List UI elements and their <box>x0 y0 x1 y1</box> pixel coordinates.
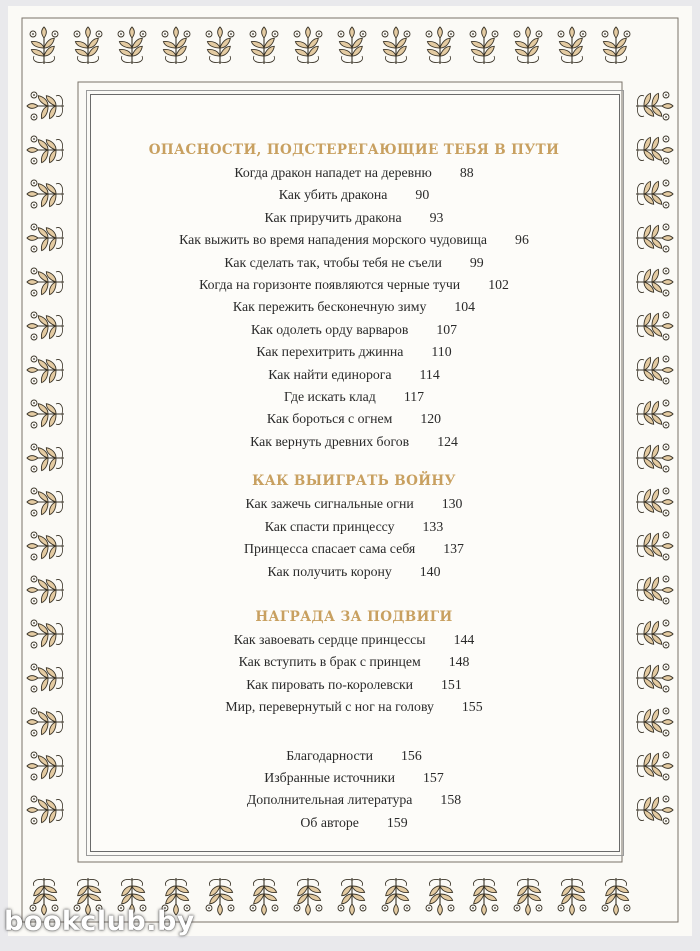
floral-leaf-ornament-icon <box>636 444 673 472</box>
floral-leaf-ornament-icon <box>636 576 673 604</box>
toc-page-number: 104 <box>454 299 476 315</box>
toc-page-number: 148 <box>448 654 470 670</box>
toc-entry-title: Как одолеть орду варваров <box>250 321 409 337</box>
toc-page-number: 124 <box>437 433 458 449</box>
toc-entry <box>92 561 616 583</box>
toc-page-number: 157 <box>423 769 444 785</box>
table-of-contents <box>92 140 616 834</box>
section-entries <box>92 629 616 719</box>
floral-leaf-ornament-icon <box>27 224 64 252</box>
floral-leaf-ornament-icon <box>382 27 410 64</box>
toc-entry <box>92 493 616 515</box>
toc-page-number: 130 <box>441 496 463 512</box>
floral-leaf-ornament-icon <box>602 27 630 64</box>
toc-page-number: 137 <box>443 541 464 557</box>
toc-entry <box>92 252 616 274</box>
toc-entry-title: Как зажечь сигнальные огни <box>245 496 414 512</box>
toc-entry-title: Избранные источники <box>264 769 396 785</box>
toc-entry <box>92 674 616 696</box>
toc-entry-title: Где искать клад <box>284 389 376 405</box>
toc-entry <box>92 408 616 430</box>
floral-leaf-ornament-icon <box>470 27 498 64</box>
floral-leaf-ornament-icon <box>558 27 586 64</box>
floral-leaf-ornament-icon <box>27 488 64 516</box>
floral-leaf-ornament-icon <box>27 532 64 560</box>
section-entries <box>92 493 616 583</box>
toc-entry-title: Как найти единорога <box>268 366 392 382</box>
floral-leaf-ornament-icon <box>636 136 673 164</box>
toc-entry-title: Как спасти принцессу <box>264 518 395 534</box>
toc-entry <box>92 364 616 386</box>
floral-leaf-ornament-icon <box>602 878 630 915</box>
floral-leaf-ornament-icon <box>27 708 64 736</box>
floral-leaf-ornament-icon <box>250 878 278 915</box>
toc-page-number: 151 <box>441 676 462 692</box>
floral-leaf-ornament-icon <box>514 878 542 915</box>
floral-leaf-ornament-icon <box>27 312 64 340</box>
toc-entry <box>92 745 616 767</box>
toc-entry <box>92 319 616 341</box>
section-title: НАГРАДА ЗА ПОДВИГИ <box>255 608 453 625</box>
section-title: КАК ВЫИГРАТЬ ВОЙНУ <box>252 473 456 490</box>
floral-leaf-ornament-icon <box>636 664 673 692</box>
floral-leaf-ornament-icon <box>636 752 673 780</box>
toc-entry-title: Как убить дракона <box>278 187 388 203</box>
floral-leaf-ornament-icon <box>636 92 673 120</box>
toc-page-number: 156 <box>401 747 422 763</box>
toc-page-number: 99 <box>469 254 484 270</box>
toc-entry <box>92 651 616 673</box>
floral-leaf-ornament-icon <box>27 400 64 428</box>
floral-leaf-ornament-icon <box>27 620 64 648</box>
toc-page-number: 90 <box>415 187 430 203</box>
toc-page-number: 88 <box>459 165 474 180</box>
floral-leaf-ornament-icon <box>27 752 64 780</box>
toc-entry-title: Когда на горизонте появляются черные тучи <box>199 277 461 293</box>
toc-entry <box>92 629 616 651</box>
floral-leaf-ornament-icon <box>27 356 64 384</box>
floral-leaf-ornament-icon <box>636 400 673 428</box>
toc-entry-title: Как бороться с огнем <box>266 411 393 427</box>
floral-leaf-ornament-icon <box>636 796 673 824</box>
toc-page-number: 96 <box>515 232 529 248</box>
toc-entry-title: Принцесса спасает сама себя <box>244 541 416 557</box>
toc-entry <box>92 538 616 560</box>
toc-entry-title: Мир, перевернутый с ног на голову <box>225 699 434 715</box>
toc-entry <box>92 274 616 296</box>
toc-page-number: 155 <box>461 699 483 715</box>
toc-entry-title: Дополнительная литература <box>246 792 413 808</box>
floral-leaf-ornament-icon <box>162 27 190 64</box>
toc-entry-title: Как вернуть древних богов <box>250 433 410 449</box>
floral-leaf-ornament-icon <box>118 27 146 64</box>
toc-entry-title: Как получить корону <box>267 563 392 579</box>
floral-leaf-ornament-icon <box>27 796 64 824</box>
floral-leaf-ornament-icon <box>250 27 278 64</box>
toc-entry <box>92 789 616 811</box>
toc-page-number: 140 <box>419 563 441 579</box>
floral-leaf-ornament-icon <box>636 224 673 252</box>
toc-entry-title: Как перехитрить джинна <box>256 344 404 360</box>
toc-entry-title: Благодарности <box>286 747 374 763</box>
toc-entry-title: Как выжить во время нападения морского чудовища <box>179 232 488 248</box>
toc-entry-title: Как приручить дракона <box>264 209 402 225</box>
floral-leaf-ornament-icon <box>636 180 673 208</box>
floral-leaf-ornament-icon <box>27 268 64 296</box>
toc-entry-title: Как пировать по-королевски <box>246 676 414 692</box>
toc-entry <box>92 431 616 453</box>
floral-leaf-ornament-icon <box>294 27 322 64</box>
floral-leaf-ornament-icon <box>636 312 673 340</box>
floral-leaf-ornament-icon <box>558 878 586 915</box>
floral-leaf-ornament-icon <box>636 708 673 736</box>
toc-entry <box>92 207 616 229</box>
toc-entry-title: Как сделать так, чтобы тебя не съели <box>224 254 442 270</box>
toc-entry <box>92 767 616 789</box>
watermark-text: bookclub.by <box>4 906 195 937</box>
floral-leaf-ornament-icon <box>426 27 454 64</box>
toc-entry <box>92 812 616 834</box>
floral-leaf-ornament-icon <box>27 664 64 692</box>
floral-leaf-ornament-icon <box>27 92 64 120</box>
toc-entry <box>92 184 616 206</box>
toc-entry <box>92 516 616 538</box>
floral-leaf-ornament-icon <box>382 878 410 915</box>
floral-leaf-ornament-icon <box>338 27 366 64</box>
section-reward <box>92 607 616 719</box>
floral-leaf-ornament-icon <box>27 180 64 208</box>
toc-page-number: 117 <box>403 389 424 405</box>
toc-page-number: 102 <box>488 277 509 293</box>
toc-entry <box>92 162 616 184</box>
floral-leaf-ornament-icon <box>636 488 673 516</box>
section-war <box>92 471 616 583</box>
floral-leaf-ornament-icon <box>27 136 64 164</box>
toc-entry-title: Об авторе <box>300 814 359 830</box>
toc-entry-title: Как пережить бесконечную зиму <box>232 299 427 315</box>
toc-entry-title: Как вступить в брак с принцем <box>238 654 421 670</box>
floral-leaf-ornament-icon <box>636 356 673 384</box>
floral-leaf-ornament-icon <box>636 620 673 648</box>
floral-leaf-ornament-icon <box>206 878 234 915</box>
floral-leaf-ornament-icon <box>636 268 673 296</box>
toc-entry <box>92 696 616 718</box>
floral-leaf-ornament-icon <box>470 878 498 915</box>
section-title: ОПАСНОСТИ, ПОДСТЕРЕГАЮЩИЕ ТЕБЯ В ПУТИ <box>148 142 560 158</box>
toc-page-number: 120 <box>420 411 442 427</box>
floral-leaf-ornament-icon <box>30 27 58 64</box>
toc-page-number: 110 <box>431 344 452 360</box>
section-entries <box>92 162 616 453</box>
floral-leaf-ornament-icon <box>294 878 322 915</box>
toc-entry <box>92 296 616 318</box>
toc-page-number: 114 <box>419 366 440 382</box>
toc-entry <box>92 229 616 251</box>
toc-entry-title: Как завоевать сердце принцессы <box>233 631 426 647</box>
toc-page-number: 158 <box>440 792 462 808</box>
toc-page-number: 144 <box>453 631 475 647</box>
book-page <box>8 6 692 936</box>
toc-entry <box>92 386 616 408</box>
toc-page-number: 93 <box>429 209 444 225</box>
toc-entry-title: Когда дракон нападет на деревню <box>234 165 432 180</box>
toc-entry <box>92 341 616 363</box>
floral-leaf-ornament-icon <box>27 576 64 604</box>
floral-leaf-ornament-icon <box>426 878 454 915</box>
toc-page-number: 159 <box>386 814 408 830</box>
toc-page-number: 107 <box>436 321 458 337</box>
floral-leaf-ornament-icon <box>74 27 102 64</box>
floral-leaf-ornament-icon <box>338 878 366 915</box>
floral-leaf-ornament-icon <box>636 532 673 560</box>
floral-leaf-ornament-icon <box>27 444 64 472</box>
toc-page-number: 133 <box>422 518 444 534</box>
floral-leaf-ornament-icon <box>514 27 542 64</box>
floral-leaf-ornament-icon <box>206 27 234 64</box>
back-matter <box>92 745 616 835</box>
section-dangers <box>92 140 616 453</box>
